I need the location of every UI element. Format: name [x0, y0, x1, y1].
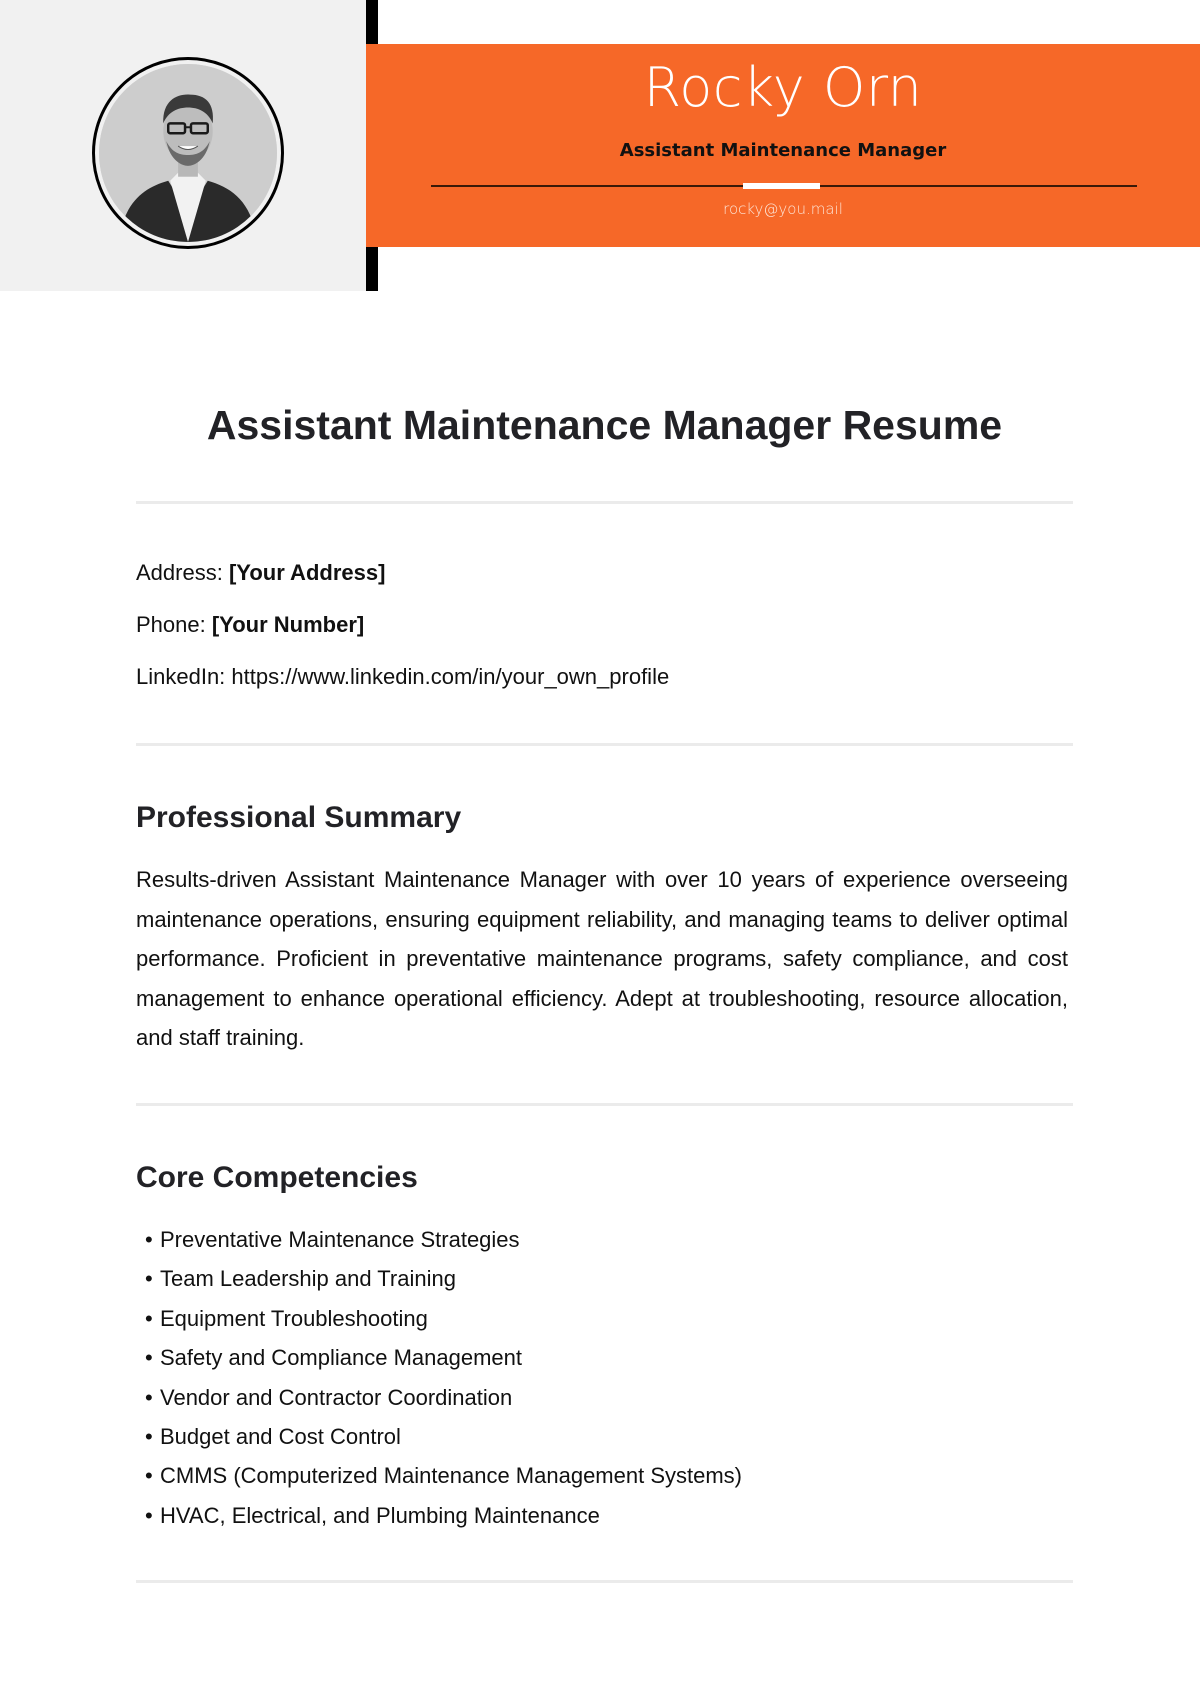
- competencies-list: [140, 1220, 742, 1535]
- candidate-name: Rocky Orn: [643, 56, 923, 119]
- contact-address: [136, 560, 385, 586]
- list-item: • Vendor and Contractor Coordination: [140, 1378, 742, 1417]
- section-heading-summary: Professional Summary: [136, 801, 462, 834]
- bullet-icon: •: [145, 1345, 153, 1371]
- divider: [136, 1580, 1073, 1583]
- profile-photo-icon: [99, 64, 277, 242]
- bullet-icon: •: [145, 1424, 153, 1450]
- summary-paragraph: Results-driven Assistant Maintenance Manager with over 10 years of experience overseeing maintenance operations, ensuring equipment reliability, and managing teams to deliver optimal performance. Proficient in preventative maintenance programs, safety compliance, and cost management to enhance operational efficiency. Adept at troubleshooting, resource allocation, and staff training.: [136, 867, 1068, 1050]
- bullet-icon: •: [145, 1305, 153, 1331]
- bullet-icon: •: [145, 1266, 153, 1292]
- list-item: • Budget and Cost Control: [140, 1417, 742, 1456]
- list-item: • Team Leadership and Training: [140, 1259, 742, 1298]
- list-item: • Equipment Troubleshooting: [140, 1299, 742, 1338]
- candidate-job-title: Assistant Maintenance Manager: [619, 140, 947, 161]
- header-divider-accent: [743, 183, 820, 189]
- divider: [136, 743, 1073, 746]
- linkedin-link[interactable]: https://www.linkedin.com/in/your_own_profile: [231, 664, 670, 689]
- avatar-frame: [92, 57, 284, 249]
- bullet-icon: •: [145, 1227, 153, 1252]
- list-item: • HVAC, Electrical, and Plumbing Maintenance: [140, 1496, 742, 1535]
- document-title: Assistant Maintenance Manager Resume: [206, 402, 1003, 448]
- linkedin-label: LinkedIn:: [136, 664, 226, 689]
- phone-label: Phone:: [136, 612, 206, 637]
- address-value: [Your Address]: [228, 560, 386, 585]
- divider: [136, 1103, 1073, 1106]
- candidate-email[interactable]: rocky@you.mail: [723, 200, 843, 218]
- address-label: Address:: [136, 560, 223, 585]
- list-item: • CMMS (Computerized Maintenance Management Systems): [140, 1456, 742, 1495]
- list-item: • Safety and Compliance Management: [140, 1338, 742, 1377]
- section-heading-competencies: Core Competencies: [136, 1161, 418, 1194]
- divider: [136, 501, 1073, 504]
- list-item: • Preventative Maintenance Strategies: [140, 1220, 742, 1259]
- bullet-icon: •: [145, 1463, 153, 1489]
- contact-phone: [136, 612, 364, 638]
- phone-value: [Your Number]: [211, 612, 365, 637]
- bullet-icon: •: [145, 1502, 153, 1528]
- contact-linkedin: [136, 664, 669, 690]
- avatar: [99, 64, 277, 242]
- bullet-icon: •: [145, 1384, 153, 1410]
